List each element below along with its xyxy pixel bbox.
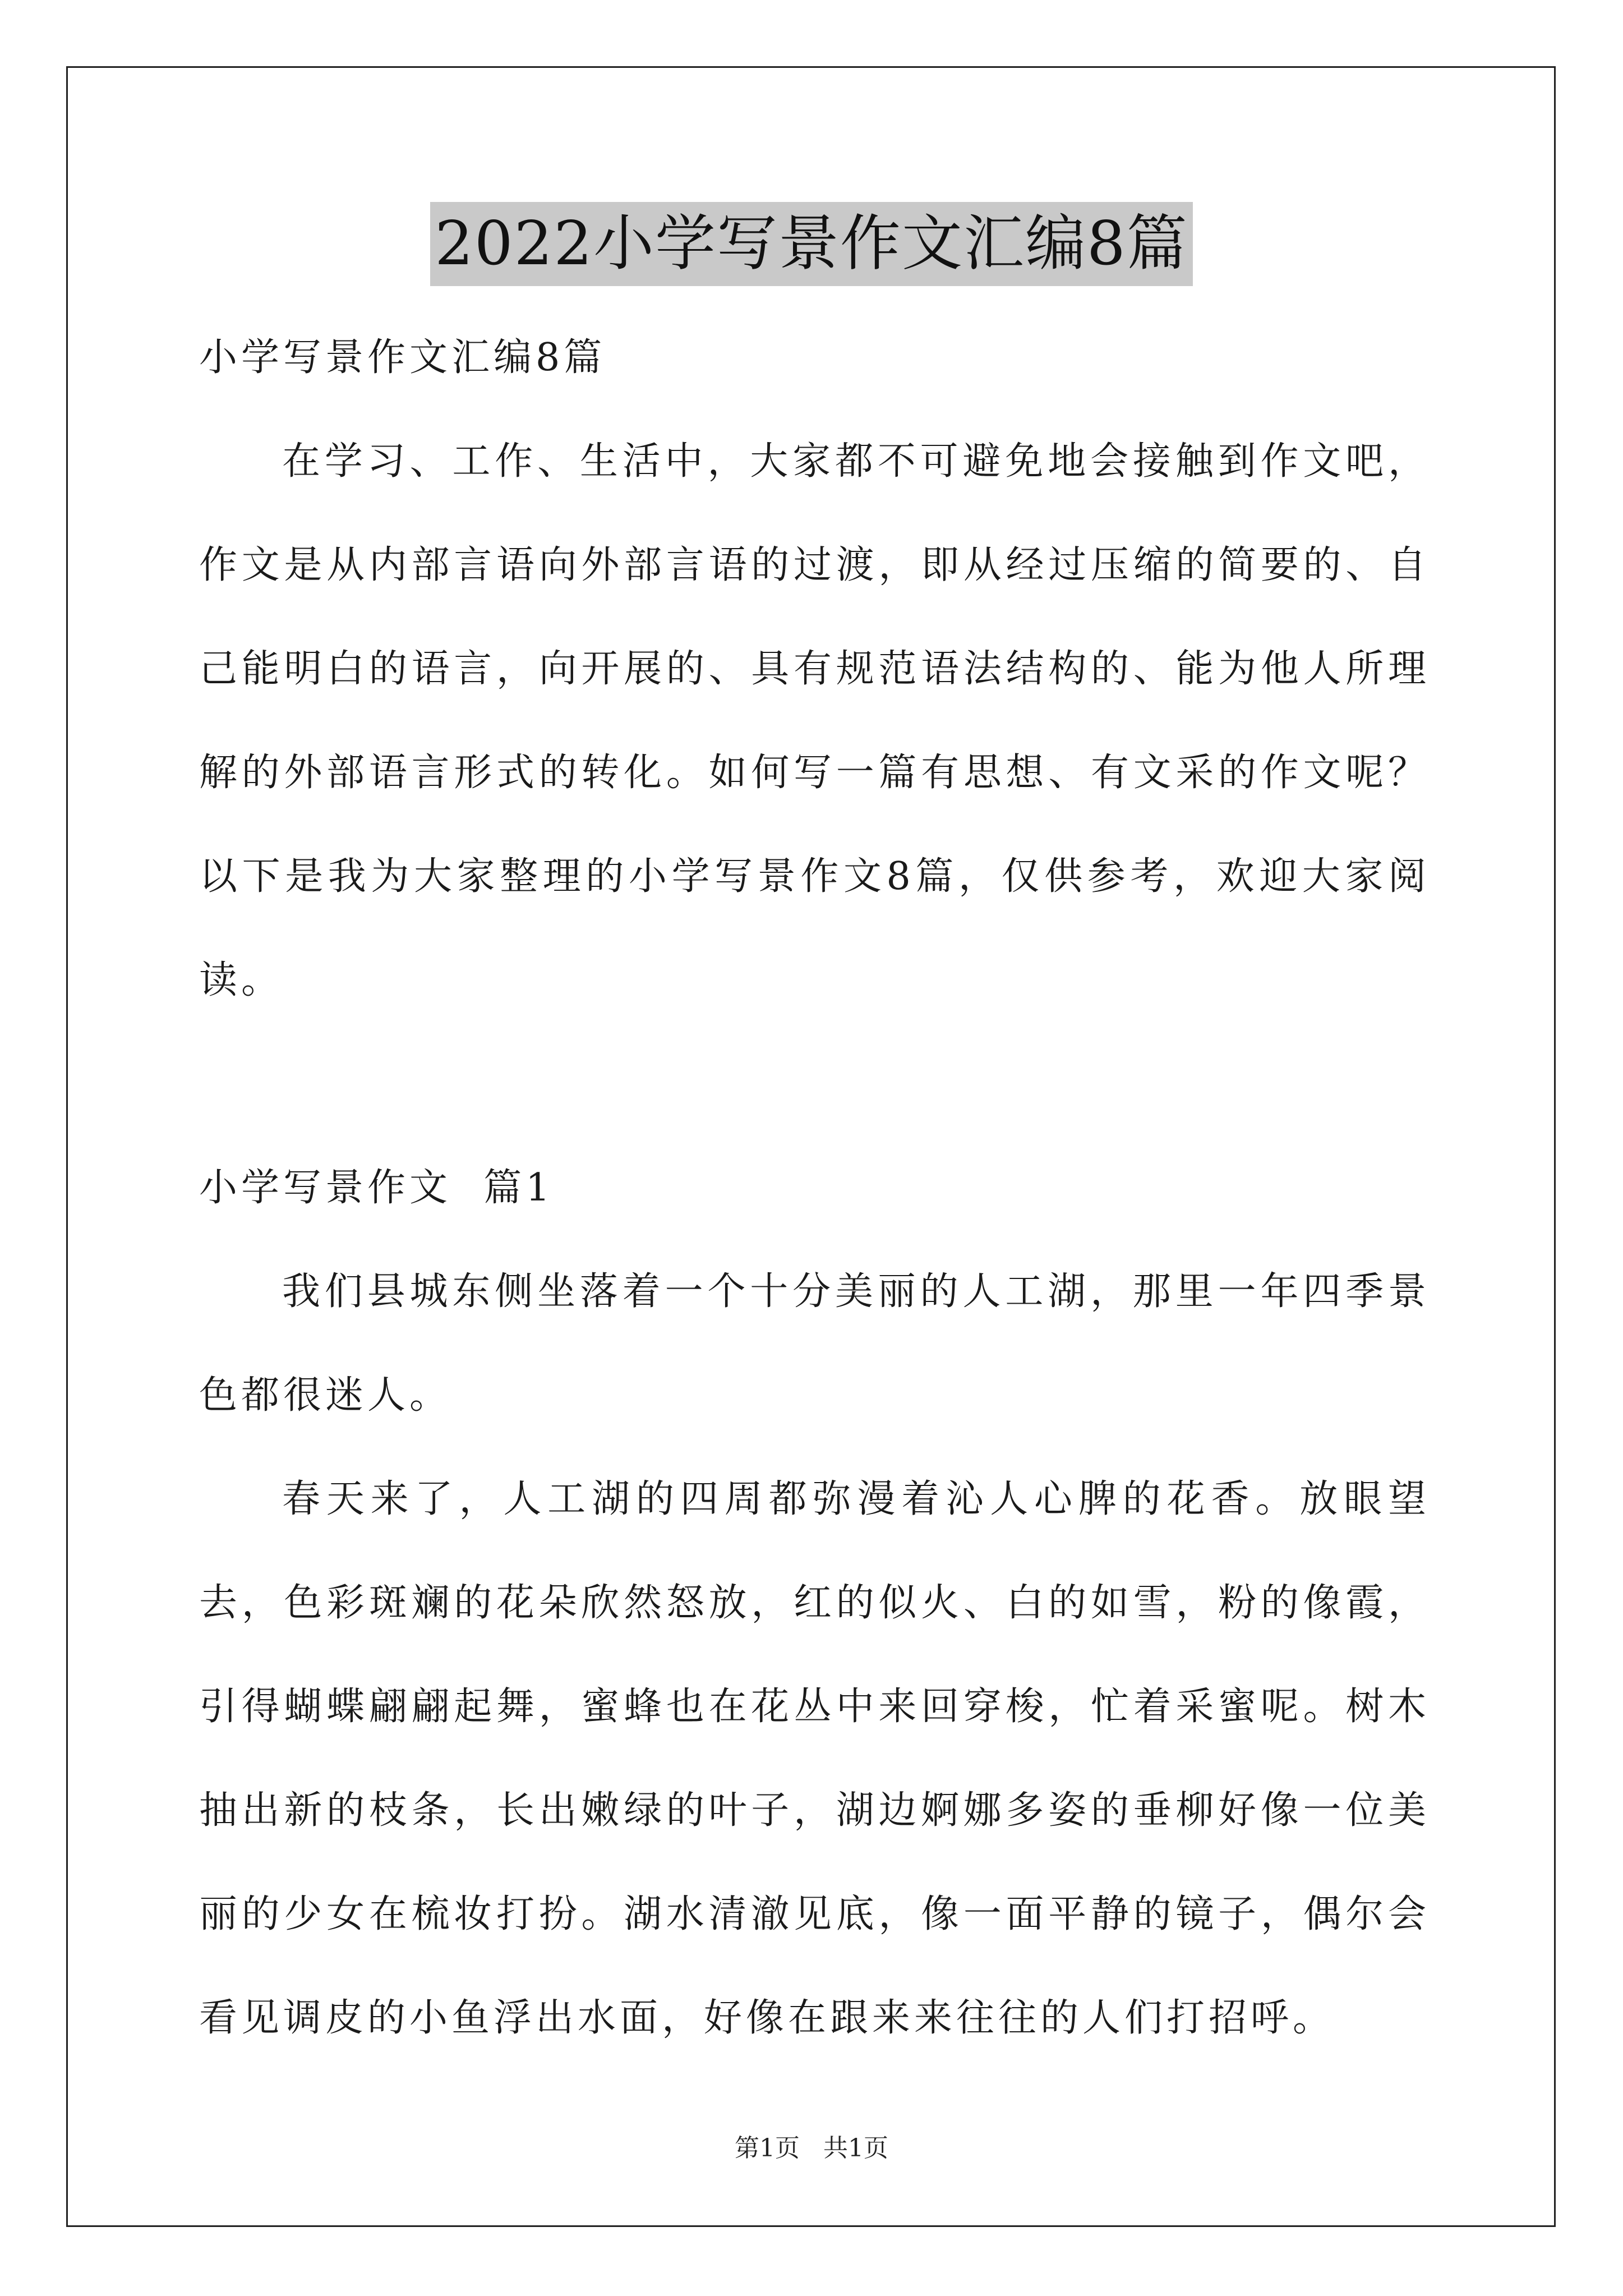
section-heading: 小学写景作文 篇1 xyxy=(199,1166,554,1210)
intro-paragraph: 在学习、工作、生活中，大家都不可避免地会接触到作文吧，作文是从内部言语向外部言语的过渡，即从经过压缩的简要的、自己能明白的语言，向开展的、具有规范语法结构的、能为他人所理解的外部语言形式的转化。如何写一篇有思想、有文采的作文呢？以下是我为大家整理的小学写景作文8篇，仅供参考，欢迎大家阅读。 xyxy=(199,439,1430,1002)
document-body xyxy=(199,306,1430,2070)
title-container xyxy=(0,202,1623,286)
section-spacer xyxy=(199,1032,1430,1136)
document-subtitle: 小学写景作文汇编8篇 xyxy=(199,335,606,380)
body-paragraph: 我们县城东侧坐落着一个十分美丽的人工湖，那里一年四季景色都很迷人。 xyxy=(199,1269,1430,1418)
page-footer: 第1页 共1页 xyxy=(735,2134,888,2162)
body-paragraph: 春天来了，人工湖的四周都弥漫着沁人心脾的花香。放眼望去，色彩斑斓的花朵欣然怒放，红的似火、白的如雪，粉的像霞，引得蝴蝶翩翩起舞，蜜蜂也在花丛中来回穿梭，忙着采蜜呢。树木抽出新的枝条，长出嫩绿的叶子，湖边婀娜多姿的垂柳好像一位美丽的少女在梳妆打扮。湖水清澈见底，像一面平静的镜子，偶尔会看见调皮的小鱼浮出水面，好像在跟来来往往的人们打招呼。 xyxy=(199,1477,1430,2040)
document-title: 2022小学写景作文汇编8篇 xyxy=(430,202,1193,286)
